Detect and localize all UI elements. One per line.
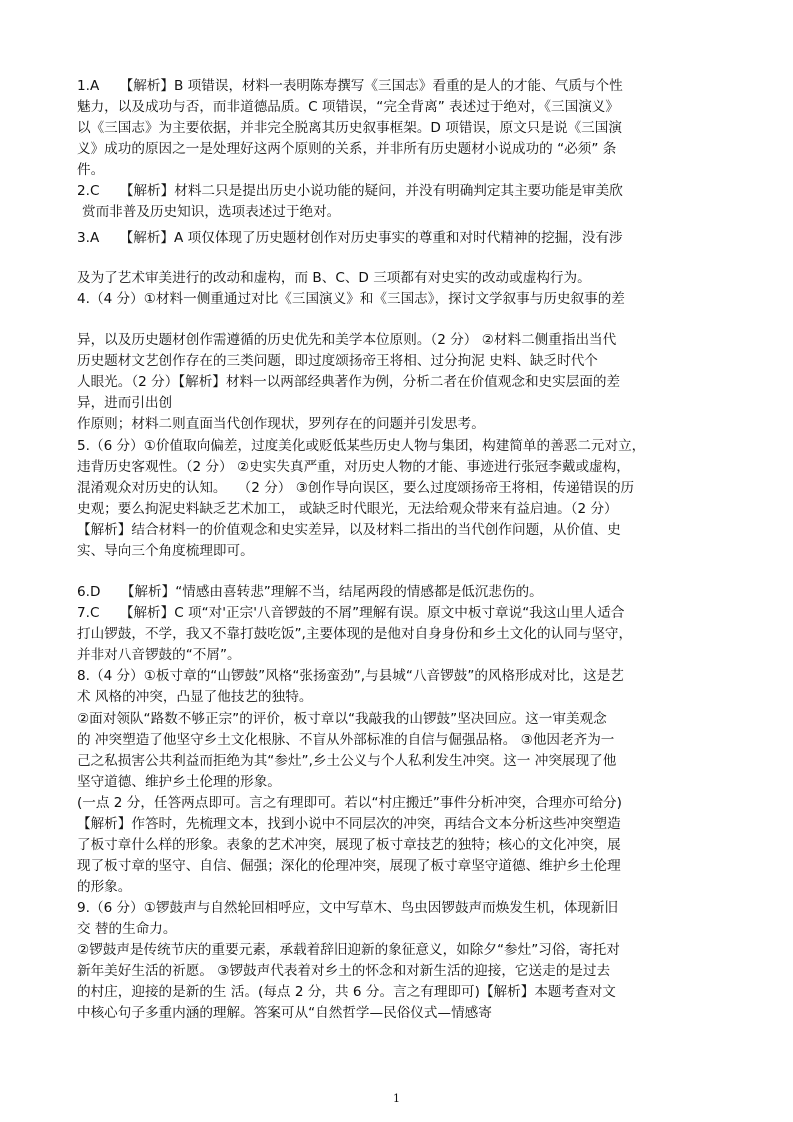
text-line: 坚守道德、维护乡土伦理的形象。 <box>77 774 281 790</box>
text-line: (一点 2 分，任答两点即可。言之有理即可。若以“村庄搬迁”事件分析冲突，合理亦可给分) <box>77 795 622 811</box>
text-line: 义》成功的原因之一是处理好这两个原则的关系，并非所有历史题材小说成功的 “必须” 条 <box>77 141 617 157</box>
text-line: 件。 <box>77 162 105 178</box>
text-line: 2.C 【解析】材料二只是提出历史小说功能的疑问，并没有明确判定其主要功能是审美欣 <box>77 183 623 199</box>
text-line: 混淆观众对历史的认知。 （2 分） ③创作导向误区，要么过度颂扬帝王将相，传递错误的历 <box>77 480 635 496</box>
text-line: 新年美好生活的祈愿。 ③锣鼓声代表着对乡土的怀念和对新生活的迎接，它送走的是过去 <box>77 963 611 979</box>
text-line: 了板寸章什么样的形象。表象的艺术冲突，展现了板寸章技艺的独特；核心的文化冲突，展 <box>77 837 621 853</box>
text-line: 5.（6 分）①价值取向偏差，过度美化或贬低某些历史人物与集团，构建简单的善恶二元对立， <box>77 438 646 454</box>
text-line: 术 风格的冲突，凸显了他技艺的独特。 <box>77 689 313 705</box>
text-line: ②锣鼓声是传统节庆的重要元素，承载着辞旧迎新的象征意义，如除夕“参灶”习俗，寄托对 <box>77 942 620 958</box>
text-line: 的 冲突塑造了他坚守乡土文化根脉、不盲从外部标准的自信与倔强品格。 ③他因老齐为一 <box>77 732 615 748</box>
text-line: ②面对领队“路数不够正宗”的评价，板寸章以“我敲我的山锣鼓”坚决回应。这一审美观念 <box>77 711 607 727</box>
text-line: 异，以及历史题材创作需遵循的历史优先和美学本位原则。（2 分） ②材料二侧重指出当代 <box>77 332 617 348</box>
text-line: 的村庄，迎接的是新的生 活。(每点 2 分，共 6 分。言之有理即可)【解析】本题考查对文 <box>77 984 616 1000</box>
text-line: 1.A 【解析】B 项错误，材料一表明陈寿撰写《三国志》看重的是人的才能、气质与个性 <box>77 78 623 94</box>
text-line: 史观；要么拘泥史料缺乏艺术加工， 或缺乏时代眼光，无法给观众带来有益启迪。（2 分） <box>77 501 618 517</box>
text-line: 现了板寸章的坚守、自信、倔强；深化的伦理冲突，展现了板寸章坚守道德、维护乡土伦理 <box>77 858 621 874</box>
text-line: 8.（4 分）①板寸章的“山锣鼓”风格“张扬蛮劲”,与县城“八音锣鼓”的风格形成对比，这是艺 <box>77 668 624 684</box>
text-line: 交 替的生命力。 <box>77 921 177 937</box>
text-line: 异，进而引出创 <box>77 395 173 411</box>
text-line: 以《三国志》为主要依据，并非完全脱离其历史叙事框架。D 项错误，原文只是说《三国演 <box>77 120 622 136</box>
text-line: 中核心句子多重内涵的理解。答案可从“自然哲学—民俗仪式—情感寄 <box>77 1005 492 1021</box>
text-line: 赏而非普及历史知识，选项表述过于绝对。 <box>82 204 341 220</box>
text-line: 打山锣鼓，不学，我又不靠打鼓吃饭”,主要体现的是他对自身身份和乡土文化的认同与坚守， <box>77 626 633 642</box>
text-line: 违背历史客观性。（2 分） ②史实失真严重，对历史人物的才能、事迹进行张冠李戴或虚构， <box>77 459 630 475</box>
text-line: 的形象。 <box>77 879 132 895</box>
text-line: 9.（6 分）①锣鼓声与自然轮回相呼应，文中写草木、鸟虫因锣鼓声而焕发生机，体现新旧 <box>77 900 619 916</box>
text-line: 3.A 【解析】A 项仅体现了历史题材创作对历史事实的尊重和对时代精神的挖掘，没有涉 <box>77 230 623 246</box>
text-line: 4.（4 分）①材料一侧重通过对比《三国演义》和《三国志》，探讨文学叙事与历史叙事的差 <box>77 291 625 307</box>
text-line: 【解析】作答时，先梳理文本，找到小说中不同层次的冲突，再结合文本分析这些冲突塑造 <box>77 816 621 832</box>
text-line: 魅力，以及成功与否，而非道德品质。C 项错误，“完全背离” 表述过于绝对，《三国演义》 <box>77 99 619 115</box>
text-line: 作原则；材料二则直面当代创作现状，罗列存在的问题并引发思考。 <box>77 416 485 432</box>
text-line: 6.D 【解析】“情感由喜转悲”理解不当，结尾两段的情感都是低沉悲伤的。 <box>77 584 543 600</box>
text-line: 人眼光。（2 分）【解析】材料一以两部经典著作为例，分析二者在价值观念和史实层面的差 <box>77 374 621 390</box>
text-line: 并非对八音锣鼓的“不屑”。 <box>77 647 241 663</box>
text-line: 及为了艺术审美进行的改动和虚构，而 B、C、D 三项都有对史实的改动或虚构行为。 <box>77 270 591 286</box>
page-number: 1 <box>393 1092 400 1105</box>
text-line: 实、导向三个角度梳理即可。 <box>77 543 254 559</box>
text-line: 历史题材文艺创作存在的三类问题，即过度颂扬帝王将相、过分拘泥 史料、缺乏时代个 <box>77 353 598 369</box>
text-line: 7.C 【解析】C 项“对'正宗'八音锣鼓的不屑”理解有误。原文中板寸章说“我这山里人适合 <box>77 605 625 621</box>
text-line: 【解析】结合材料一的价值观念和史实差异，以及材料二指出的当代创作问题，从价值、史 <box>77 522 621 538</box>
text-line: 己之私损害公共利益而拒绝为其“参灶”,乡土公义与个人私利发生冲突。这一 冲突展现了他 <box>77 753 617 769</box>
